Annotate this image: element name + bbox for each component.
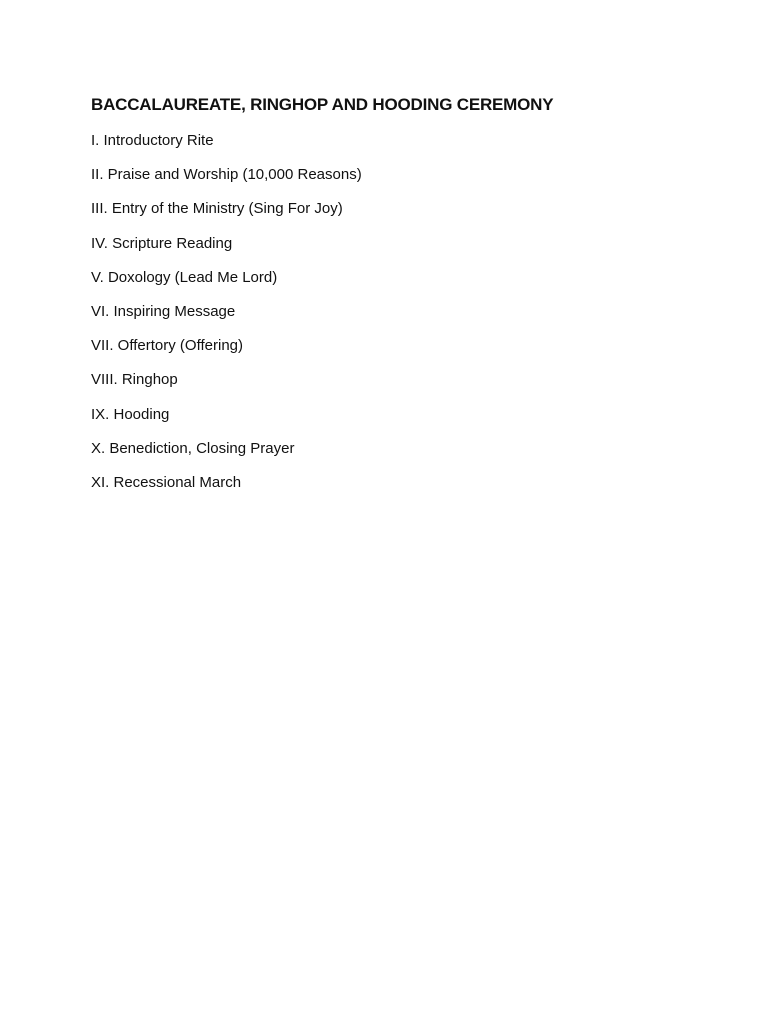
program-item-2: II. Praise and Worship (10,000 Reasons): [91, 166, 362, 184]
program-item-4: IV. Scripture Reading: [91, 234, 233, 252]
program-item-7: VII. Offertory (Offering): [91, 337, 243, 355]
document-title: BACCALAUREATE, RINGHOP AND HOODING CEREMONY: [91, 95, 554, 114]
program-item-9: IX. Hooding: [91, 405, 170, 423]
program-item-3: III. Entry of the Ministry (Sing For Joy): [91, 200, 343, 218]
program-item-1: I. Introductory Rite: [91, 132, 214, 149]
program-item-10: X. Benediction, Closing Prayer: [91, 439, 295, 457]
program-item-5: V. Doxology (Lead Me Lord): [91, 268, 278, 286]
program-item-6: VI. Inspiring Message: [91, 302, 236, 320]
program-item-8: VIII. Ringhop: [91, 371, 178, 389]
program-item-11: XI. Recessional March: [91, 473, 242, 491]
program-list: [91, 131, 362, 507]
